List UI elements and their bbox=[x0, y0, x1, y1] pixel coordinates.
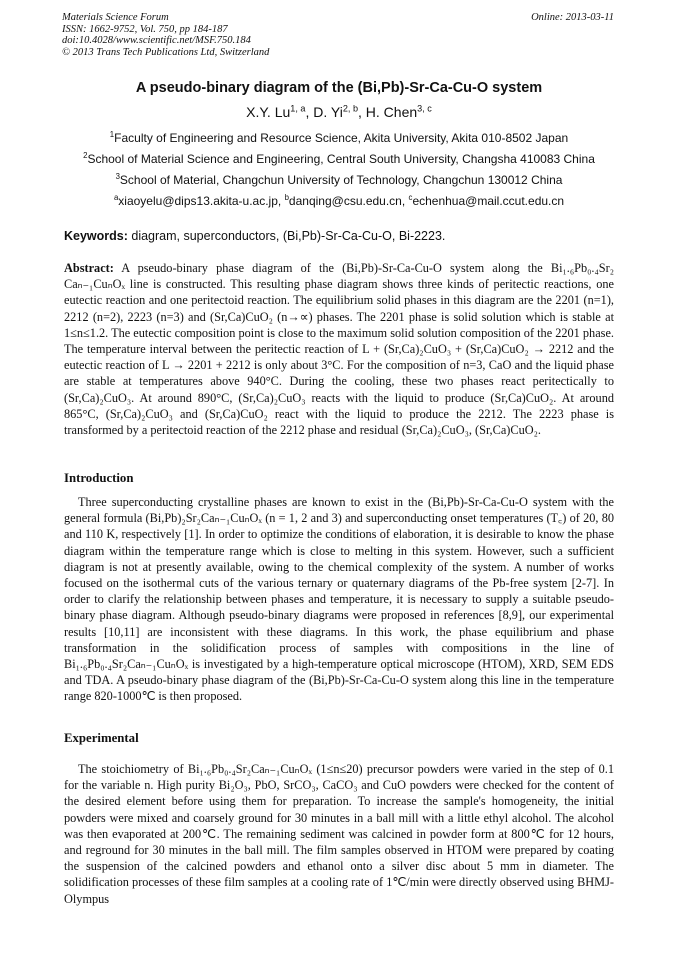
email-address[interactable]: echenhua@mail.ccut.edu.cn bbox=[412, 194, 565, 208]
introduction-paragraph: Three superconducting crystalline phases are known to exist in the (Bi,Pb)-Sr-Ca-Cu-O system with the general formula (Bi,Pb)₂Sr₂Caₙ₋₁CuₙOₓ (n = 1, 2 and 3) and superconducting onset temperatures (T꜀) of 20, 80 and 110 K, respectively [1]. In order to optimize the conditions of elaboration, it is desirable to know the phase diagram within the temperature range which is close to melting in this system. However, such a sufficient diagram is not at presently available, owing to the chemical complexity of the system. A number of works focused on the isothermal cuts of the various ternary or quaternary diagrams of the Pb-free system [2-7]. In order to clarify the relationship between phases and temperature, it is necessary to supply a suitable pseudo-binary phase diagram. Although pseudo-binary diagrams were proposed in references [8,9], our experimental results [10,11] are inconsistent with these diagrams. In this work, the phase equilibrium and phase transformation in the solidification process of samples with compositions in the line of Bi₁.₆Pb₀.₄Sr₂Caₙ₋₁CuₙOₓ is investigated by a high-temperature optical microscope (HTOM), XRD, SEM EDS and TDA. A pseudo-binary phase diagram of the (Bi,Pb)-Sr-Ca-Cu-O system along this line in the temperature range 820-1000℃ is then proposed. bbox=[64, 495, 614, 704]
email-list bbox=[0, 194, 678, 208]
doi-link[interactable]: doi:10.4028/www.scientific.net/MSF.750.184 bbox=[62, 35, 251, 46]
experimental-paragraph: The stoichiometry of Bi₁.₆Pb₀.₄Sr₂Caₙ₋₁CuₙOₓ (1≤n≤20) precursor powders were varied in the step of 0.1 for the variable n. High purity Bi₂O₃, PbO, SrCO₃, CaCO₃ and CuO powders were checked for the content of the desired element before using them for preparation. To increase the sample's homogeneity, the initial powders were mixed and coarsely ground for 30 minutes in a ball mill with a little ethyl alcohol. The alcohol was then evaporated at 200℃. The remaining sediment was calcined in powder form at 800℃ for 12 hours, and reground for 30 minutes in the ball mill. The film samples observed in HTOM were prepared by coating the suspension of the calcined powders and ethanol onto a silver disc about 5 mm in diameter. The solidification processes of these film samples at a cooling rate of 1℃/min were directly observed using BHMJ-Olympus bbox=[64, 762, 614, 906]
copyright-notice: © 2013 Trans Tech Publications Ltd, Switzerland bbox=[62, 46, 270, 58]
introduction-heading: Introduction bbox=[64, 471, 134, 485]
affiliation-mark: 2 bbox=[83, 151, 88, 160]
affiliation-mark: 1 bbox=[109, 130, 115, 139]
paper-title: A pseudo-binary diagram of the (Bi,Pb)-Sr-Ca-Cu-O system bbox=[135, 80, 543, 96]
abstract-label: Abstract: bbox=[64, 261, 114, 275]
affiliation bbox=[0, 173, 678, 187]
author-name: X.Y. Lu bbox=[246, 104, 291, 120]
affiliation-text: School of Material Science and Engineering, Central South University, Changsha 410083 China bbox=[87, 152, 595, 166]
experimental-heading: Experimental bbox=[64, 731, 139, 745]
author-name: D. Yi bbox=[313, 104, 343, 120]
journal-issn: ISSN: 1662-9752, Vol. 750, pp 184-187 bbox=[62, 23, 228, 35]
affiliation bbox=[0, 152, 678, 166]
affiliation-text: Faculty of Engineering and Resource Science, Akita University, Akita 010-8502 Japan bbox=[114, 131, 569, 145]
author-affiliation-mark: 2, b bbox=[342, 103, 358, 114]
email-mark: c bbox=[408, 193, 413, 202]
abstract bbox=[64, 260, 614, 438]
online-date: Online: 2013-03-11 bbox=[531, 12, 614, 23]
affiliation-text: School of Material, Changchun University of Technology, Changchun 130012 China bbox=[119, 173, 563, 187]
affiliation-mark: 3 bbox=[115, 172, 120, 181]
journal-header bbox=[62, 12, 422, 58]
author-affiliation-mark: 3, c bbox=[417, 103, 432, 114]
affiliation bbox=[0, 131, 678, 145]
author-name: H. Chen bbox=[365, 104, 418, 120]
abstract-text: A pseudo-binary phase diagram of the (Bi,Pb)-Sr-Ca-Cu-O system along the Bi₁.₆Pb₀.₄Sr₂ Caₙ₋₁CuₙOₓ line is constructed. This resulting phase diagram shows three kinds of peritectic reactions, one eutectic reaction and one peritectoid reaction. The equilibrium solid phases in this diagram are the 2201 (n=1), 2212 (n=2), 2223 (n=3) and (Sr,Ca)CuO₂ (n→∝) phases. The 2201 phase is solid solution which is stable at 1≤n≤1.2. The eutectic composition point is close to the maximum solid solution composition of the 2201 phase. The temperature interval between the peritectic reaction of L + (Sr,Ca)₂CuO₃ + (Sr,Ca)CuO₂ → 2212 and the eutectic reaction of L → 2201 + 2212 is only about 3°C. For the composition of n=3, CaO and the liquid phase are stable at temperatures above 940°C. During the cooling, these two phases react peritectically to (Sr,Ca)₂CuO₃. At around 890°C, (Sr,Ca)₂CuO₃ reacts with the liquid to produce (Sr,Ca)CuO₂. At around 865°C, (Sr,Ca)₂CuO₃ and (Sr,Ca)CuO₂ react with the liquid to produce the 2212. The 2223 phase is transformed by a peritectoid reaction of the 2212 phase and residual (Sr,Ca)₂CuO₃, (Sr,Ca)CuO₂. bbox=[64, 261, 614, 438]
journal-name: Materials Science Forum bbox=[62, 12, 169, 23]
keywords-label: Keywords: bbox=[64, 229, 128, 243]
author-list: X.Y. Lu$^{1, a}$, D. Yi$^{2, b}$, H. Chen$^{3, c}$ bbox=[246, 103, 432, 120]
email-address[interactable]: danqing@csu.edu.cn, bbox=[288, 194, 409, 208]
author-affiliation-mark: 1, a bbox=[290, 103, 306, 114]
email-address[interactable]: xiaoyelu@dips13.akita-u.ac.jp, bbox=[118, 194, 285, 208]
keywords bbox=[64, 229, 618, 243]
keywords-text: diagram, superconductors, (Bi,Pb)-Sr-Ca-Cu-O, Bi-2223. bbox=[127, 229, 446, 243]
email-mark: b bbox=[284, 193, 289, 202]
email-mark: a bbox=[113, 193, 119, 202]
